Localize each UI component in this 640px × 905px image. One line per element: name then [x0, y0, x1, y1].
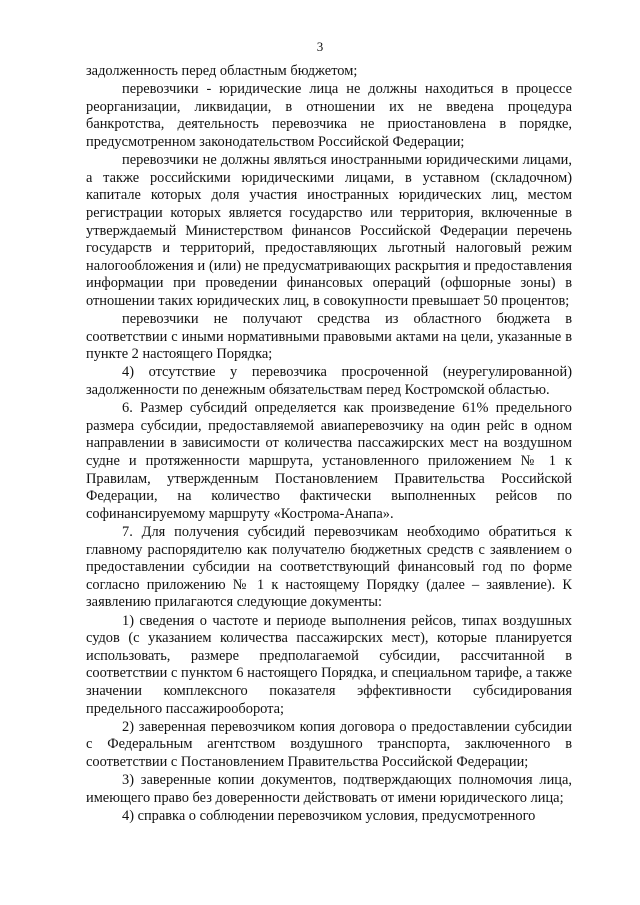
- document-body: [86, 63, 572, 825]
- paragraph-doc-1-flight-info: 1) сведения о частоте и периоде выполнения рейсов, типах воздушных судов (с указанием количества пассажирских мест), которые планируется использовать, размере предполагаемой субсидии, рассчитанной в соответствии с пунктом 6 настоящего Порядка, и специальном тарифе, а также значении комплексного показателя эффективности субсидирования предельного пассажирооборота;: [86, 612, 572, 717]
- paragraph-carriers-no-other-funds: перевозчики не получают средства из областного бюджета в соответствии с иными нормативными правовыми актами на цели, указанные в пункте 2 настоящего Порядка;: [86, 311, 572, 363]
- paragraph-doc-2-contract-copy: 2) заверенная перевозчиком копия договора о предоставлении субсидии с Федеральным агентством воздушного транспорта, заключенного в соответствии с Постановлением Правительства Российской Федерации;: [86, 718, 572, 770]
- paragraph-section-7-application: 7. Для получения субсидий перевозчикам необходимо обратиться к главному распорядителю как получателю бюджетных средств с заявлением о предоставлении субсидии на соответствующий финансовый год по форме согласно приложению № 1 к настоящему Порядку (далее – заявление). К заявлению прилагаются следующие документы:: [86, 524, 572, 611]
- paragraph-doc-3-authority-copies: 3) заверенные копии документов, подтверждающих полномочия лица, имеющего право без доверенности действовать от имени юридического лица;: [86, 772, 572, 806]
- paragraph-debt-line: задолженность перед областным бюджетом;: [86, 63, 358, 79]
- paragraph-section-6-subsidy-amount: 6. Размер субсидий определяется как произведение 61% предельного размера субсидии, предоставляемой авиаперевозчику на один рейс в одном направлении в зависимости от количества пассажирских мест на воздушном судне и протяженности маршрута, установленного приложением № 1 к Правилам, утвержденным Постановлением Правительства Российской Федерации, на количество фактически выполненных рейсов по софинансируемому маршруту «Кострома-Анапа».: [86, 400, 572, 522]
- paragraph-carriers-not-foreign: перевозчики не должны являться иностранными юридическими лицами, а также российскими юридическими лицами, в уставном (складочном) капитале которых доля участия иностранных юридических лиц, местом регистрации которых является государство или территория, включенные в утверждаемый Министерством финансов Российской Федерации перечень государств и территорий, предоставляющих льготный налоговый режим налогообложения и (или) не предусматривающих раскрытия и предоставления информации при проведении финансовых операций (офшорные зоны) в отношении таких юридических лиц, в совокупности превышает 50 процентов;: [86, 152, 572, 309]
- page-number: 3: [316, 39, 324, 54]
- paragraph-item-4-no-debt: 4) отсутствие у перевозчика просроченной (неурегулированной) задолженности по денежным обязательствам перед Костромской областью.: [86, 364, 572, 399]
- paragraph-carriers-legal-entities: перевозчики - юридические лица не должны находиться в процессе реорганизации, ликвидации, в отношении их не введена процедура банкротства, деятельность перевозчика не приостановлена в порядке, предусмотренном законодательством Российской Федерации;: [86, 81, 572, 150]
- paragraph-doc-4-compliance-certificate: 4) справка о соблюдении перевозчиком условия, предусмотренного: [122, 807, 536, 824]
